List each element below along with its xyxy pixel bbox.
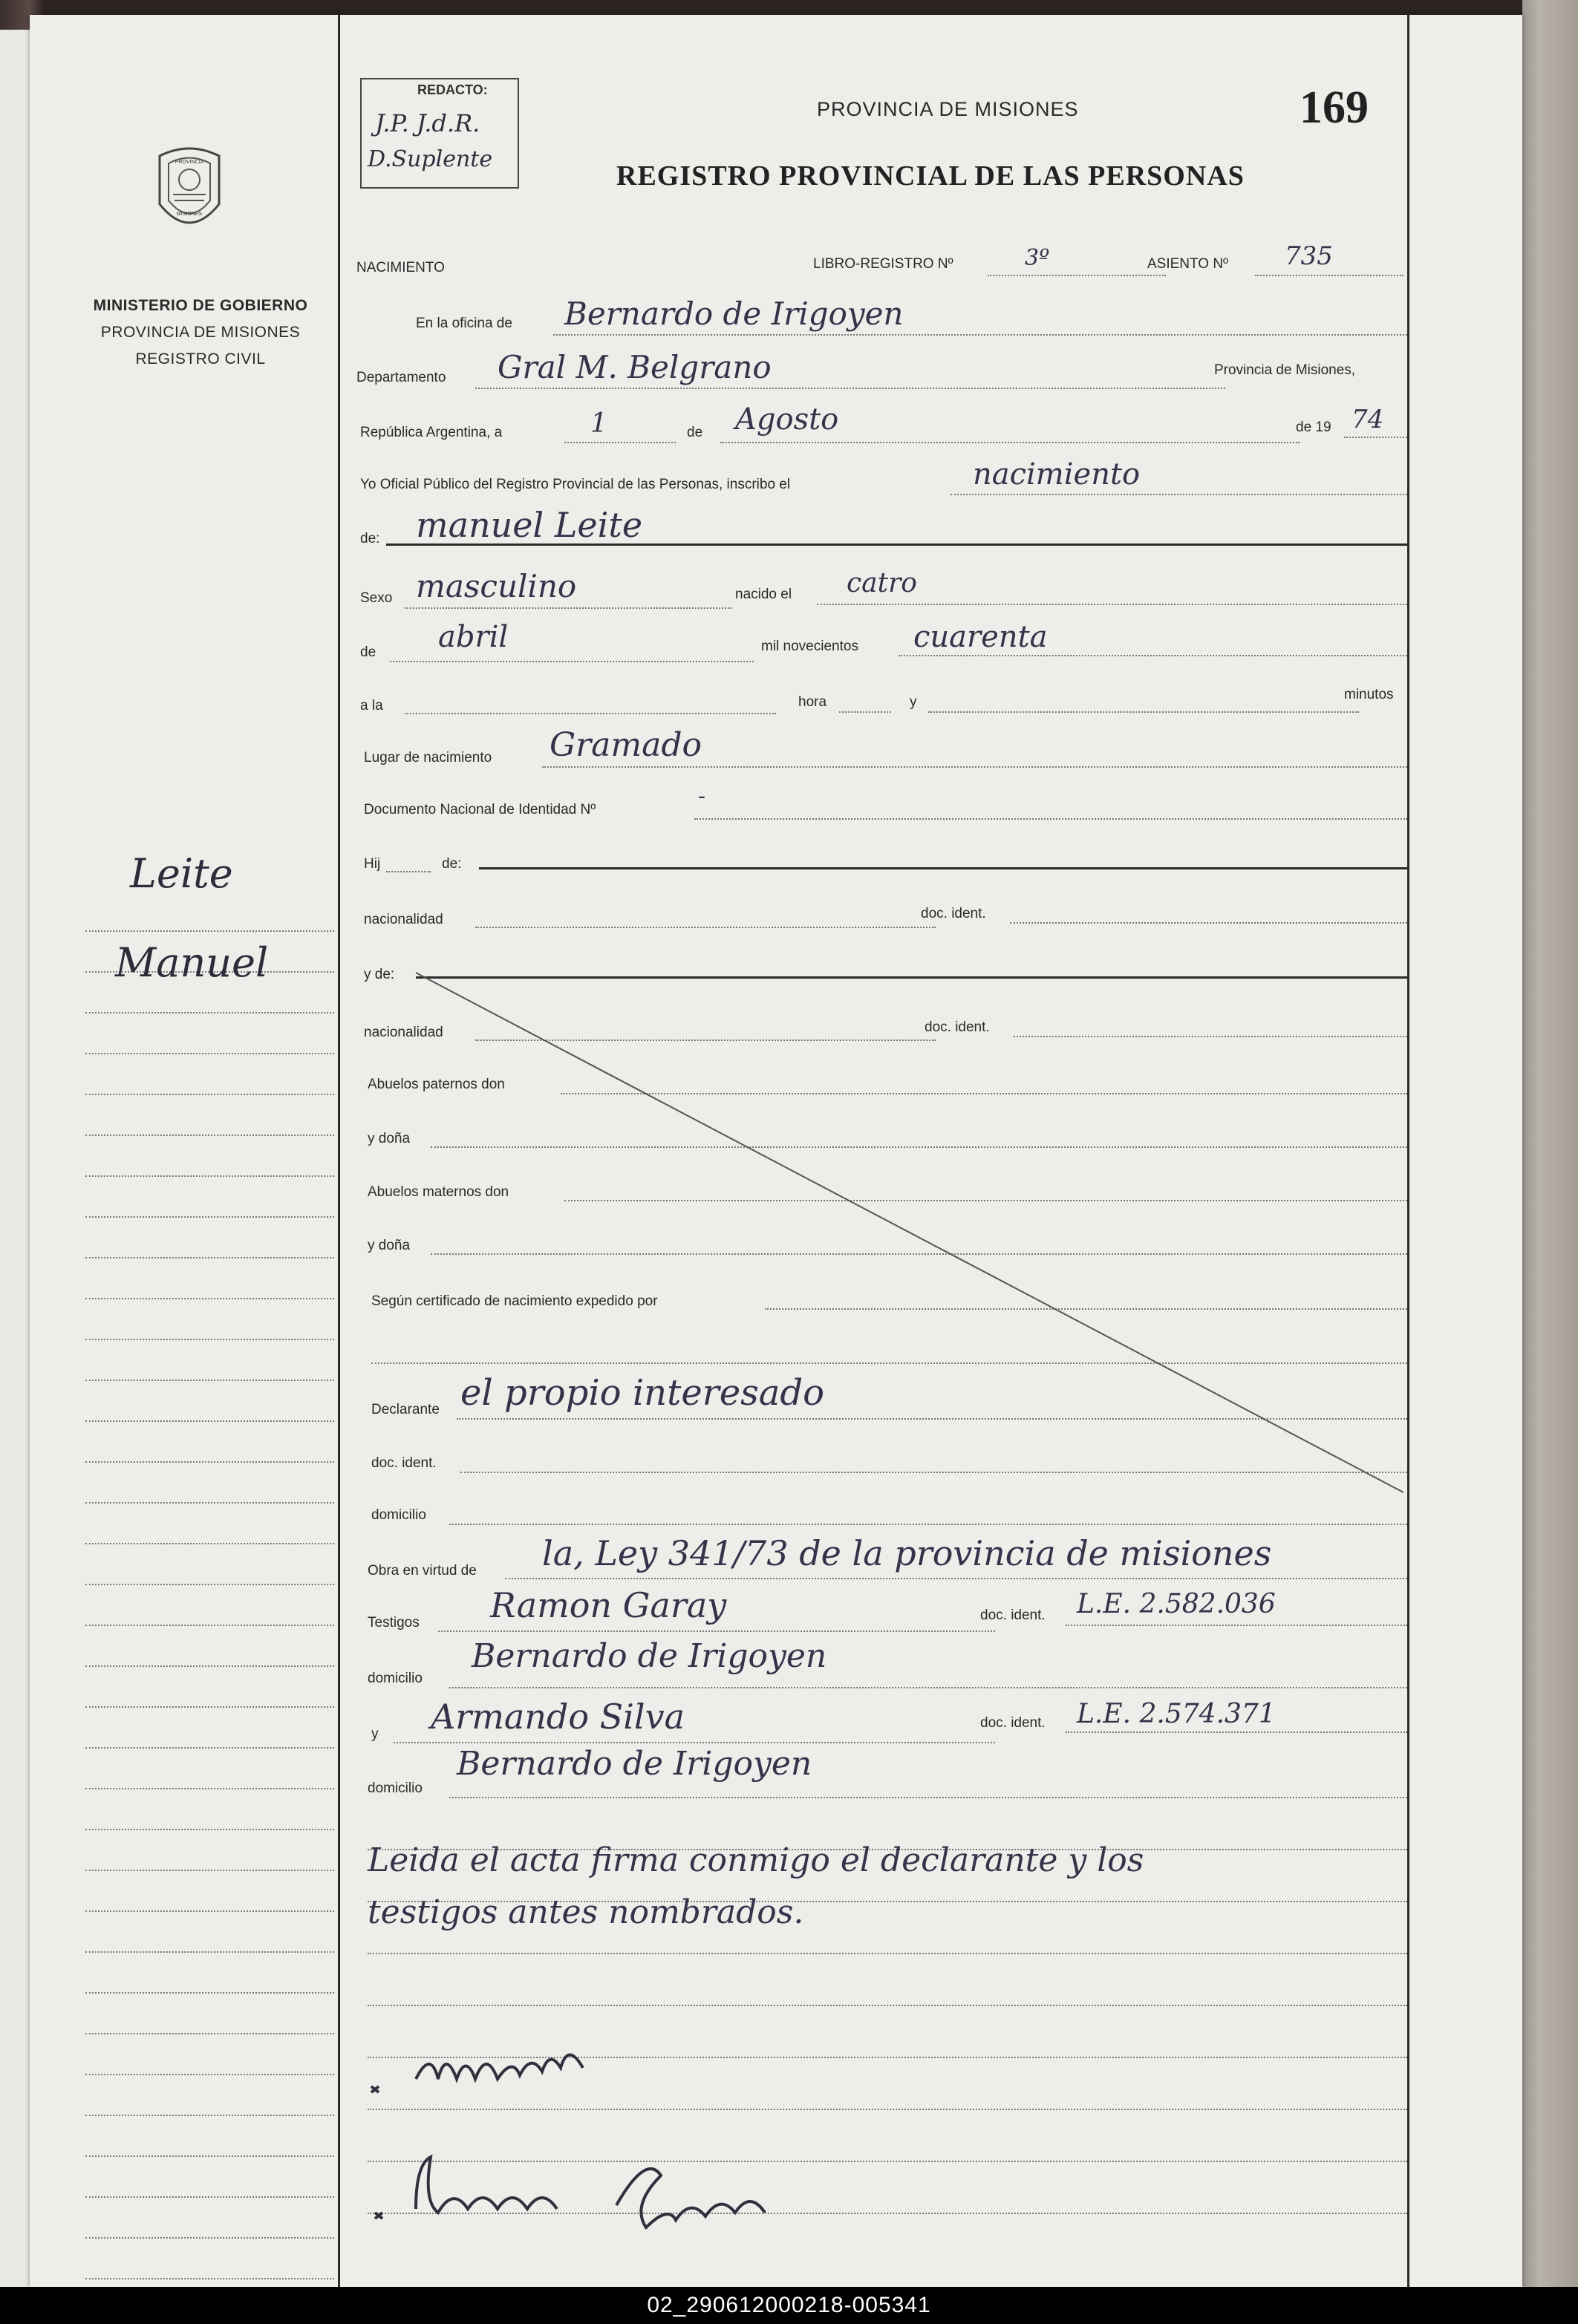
sexo-value: masculino <box>416 568 577 604</box>
margin-surname: Leite <box>130 850 233 897</box>
libro-label: LIBRO-REGISTRO Nº <box>813 256 953 272</box>
declarante-label: Declarante <box>371 1402 440 1417</box>
nacionalidad2-label: nacionalidad <box>364 1025 443 1040</box>
ministry-office: REGISTRO CIVIL <box>135 350 266 368</box>
asiento-label: ASIENTO Nº <box>1147 256 1228 272</box>
domicilio3-label: domicilio <box>368 1780 423 1796</box>
lugar-label: Lugar de nacimiento <box>364 750 492 766</box>
hij-de-label: de: <box>442 856 462 872</box>
domicilio2-label: domicilio <box>368 1671 423 1686</box>
testigo2-value: Armando Silva <box>431 1697 685 1737</box>
redacto-value-1: J.P. J.d.R. <box>375 109 480 137</box>
declarante-value: el propio interesado <box>460 1372 825 1414</box>
y-de-label: y de: <box>364 967 395 982</box>
oficina-label: En la oficina de <box>416 316 512 331</box>
doc-ident4-label: doc. ident. <box>980 1607 1046 1623</box>
doc-ident2-label: doc. ident. <box>925 1019 990 1035</box>
nacido-label: nacido el <box>735 587 792 602</box>
a-la-label: a la <box>360 698 383 714</box>
signature-testigo <box>30 15 1522 2287</box>
note-line-2: testigos antes nombrados. <box>368 1893 804 1931</box>
doc-ident5-label: doc. ident. <box>980 1715 1046 1731</box>
minutos-label: minutos <box>1344 687 1394 702</box>
shield-text-top: PROVINCIA <box>175 160 204 165</box>
ministry-province: PROVINCIA DE MISIONES <box>100 324 301 341</box>
mes-value: abril <box>438 620 509 654</box>
y-label: y <box>910 694 917 710</box>
y-dona2-label: y doña <box>368 1238 411 1253</box>
note-line-1: Leida el acta firma conmigo el declarante y los <box>368 1841 1144 1879</box>
y2-label: y <box>371 1726 379 1742</box>
testigo2-doc: L.E. 2.574.371 <box>1077 1699 1276 1729</box>
nacionalidad-label: nacionalidad <box>364 912 443 927</box>
y-dona-label: y doña <box>368 1131 411 1146</box>
year-label: de 19 <box>1296 420 1331 435</box>
de-label: de <box>687 425 703 440</box>
scan-caption: 02_290612000218-005341 <box>0 2287 1578 2324</box>
oficial-value: nacimiento <box>973 457 1141 492</box>
obra-value: la, Ley 341/73 de la provincia de misiones <box>542 1533 1272 1573</box>
page-number: 169 <box>1300 82 1369 133</box>
registry-title: REGISTRO PROVINCIAL DE LAS PERSONAS <box>616 160 1245 192</box>
name-value: manuel Leite <box>416 505 643 545</box>
departamento-label: Departamento <box>356 370 446 385</box>
shield-text-bottom: MISIONES <box>176 212 203 217</box>
de2-label: de <box>360 644 376 660</box>
testigo2-dom: Bernardo de Irigoyen <box>457 1745 812 1783</box>
oficial-label: Yo Oficial Público del Registro Provincial de las Personas, inscribo el <box>360 477 791 492</box>
nacido-value: catro <box>847 568 917 598</box>
margin-given-name: Manuel <box>115 939 269 986</box>
nacimiento-label: NACIMIENTO <box>356 260 445 275</box>
ministry-name: MINISTERIO DE GOBIERNO <box>93 297 308 314</box>
redacto-value-2: D.Suplente <box>368 146 493 172</box>
doc-ident3-label: doc. ident. <box>371 1455 437 1471</box>
departamento-value: Gral M. Belgrano <box>498 349 772 385</box>
libro-value: 3º <box>1025 245 1050 271</box>
asiento-value: 735 <box>1285 241 1333 271</box>
abuelos-pat-label: Abuelos paternos don <box>368 1077 505 1092</box>
testigo1-dom: Bernardo de Irigoyen <box>472 1637 827 1675</box>
month-value: Agosto <box>735 402 839 437</box>
hij-label: Hij <box>364 856 381 872</box>
anio-value: cuarenta <box>913 620 1048 654</box>
abuelos-mat-label: Abuelos maternos don <box>368 1184 509 1200</box>
lugar-value: Gramado <box>550 726 702 764</box>
year-value: 74 <box>1352 405 1384 434</box>
oficina-value: Bernardo de Irigoyen <box>564 296 904 332</box>
obra-label: Obra en virtud de <box>368 1563 477 1579</box>
domicilio-label: domicilio <box>371 1507 426 1523</box>
mil-label: mil novecientos <box>761 639 858 654</box>
book-cover-edge <box>1522 0 1578 2287</box>
de-name-label: de: <box>360 531 380 546</box>
dni-value: - <box>698 783 706 809</box>
dni-label: Documento Nacional de Identidad Nº <box>364 802 596 817</box>
sexo-label: Sexo <box>360 590 393 606</box>
header-province: PROVINCIA DE MISIONES <box>817 98 1079 120</box>
testigos-label: Testigos <box>368 1615 420 1631</box>
previous-page-edge <box>0 30 31 2294</box>
republica-label: República Argentina, a <box>360 425 503 440</box>
hora-label: hora <box>798 694 827 710</box>
provincia-label: Provincia de Misiones, <box>1214 362 1356 378</box>
registry-page <box>30 15 1522 2287</box>
testigo1-value: Ramon Garay <box>490 1585 727 1625</box>
redacto-label: REDACTO: <box>417 82 488 97</box>
certificado-label: Según certificado de nacimiento expedido por <box>371 1293 658 1309</box>
day-value: 1 <box>590 408 607 439</box>
testigo1-doc: L.E. 2.582.036 <box>1077 1589 1276 1619</box>
doc-ident-label: doc. ident. <box>921 906 986 921</box>
